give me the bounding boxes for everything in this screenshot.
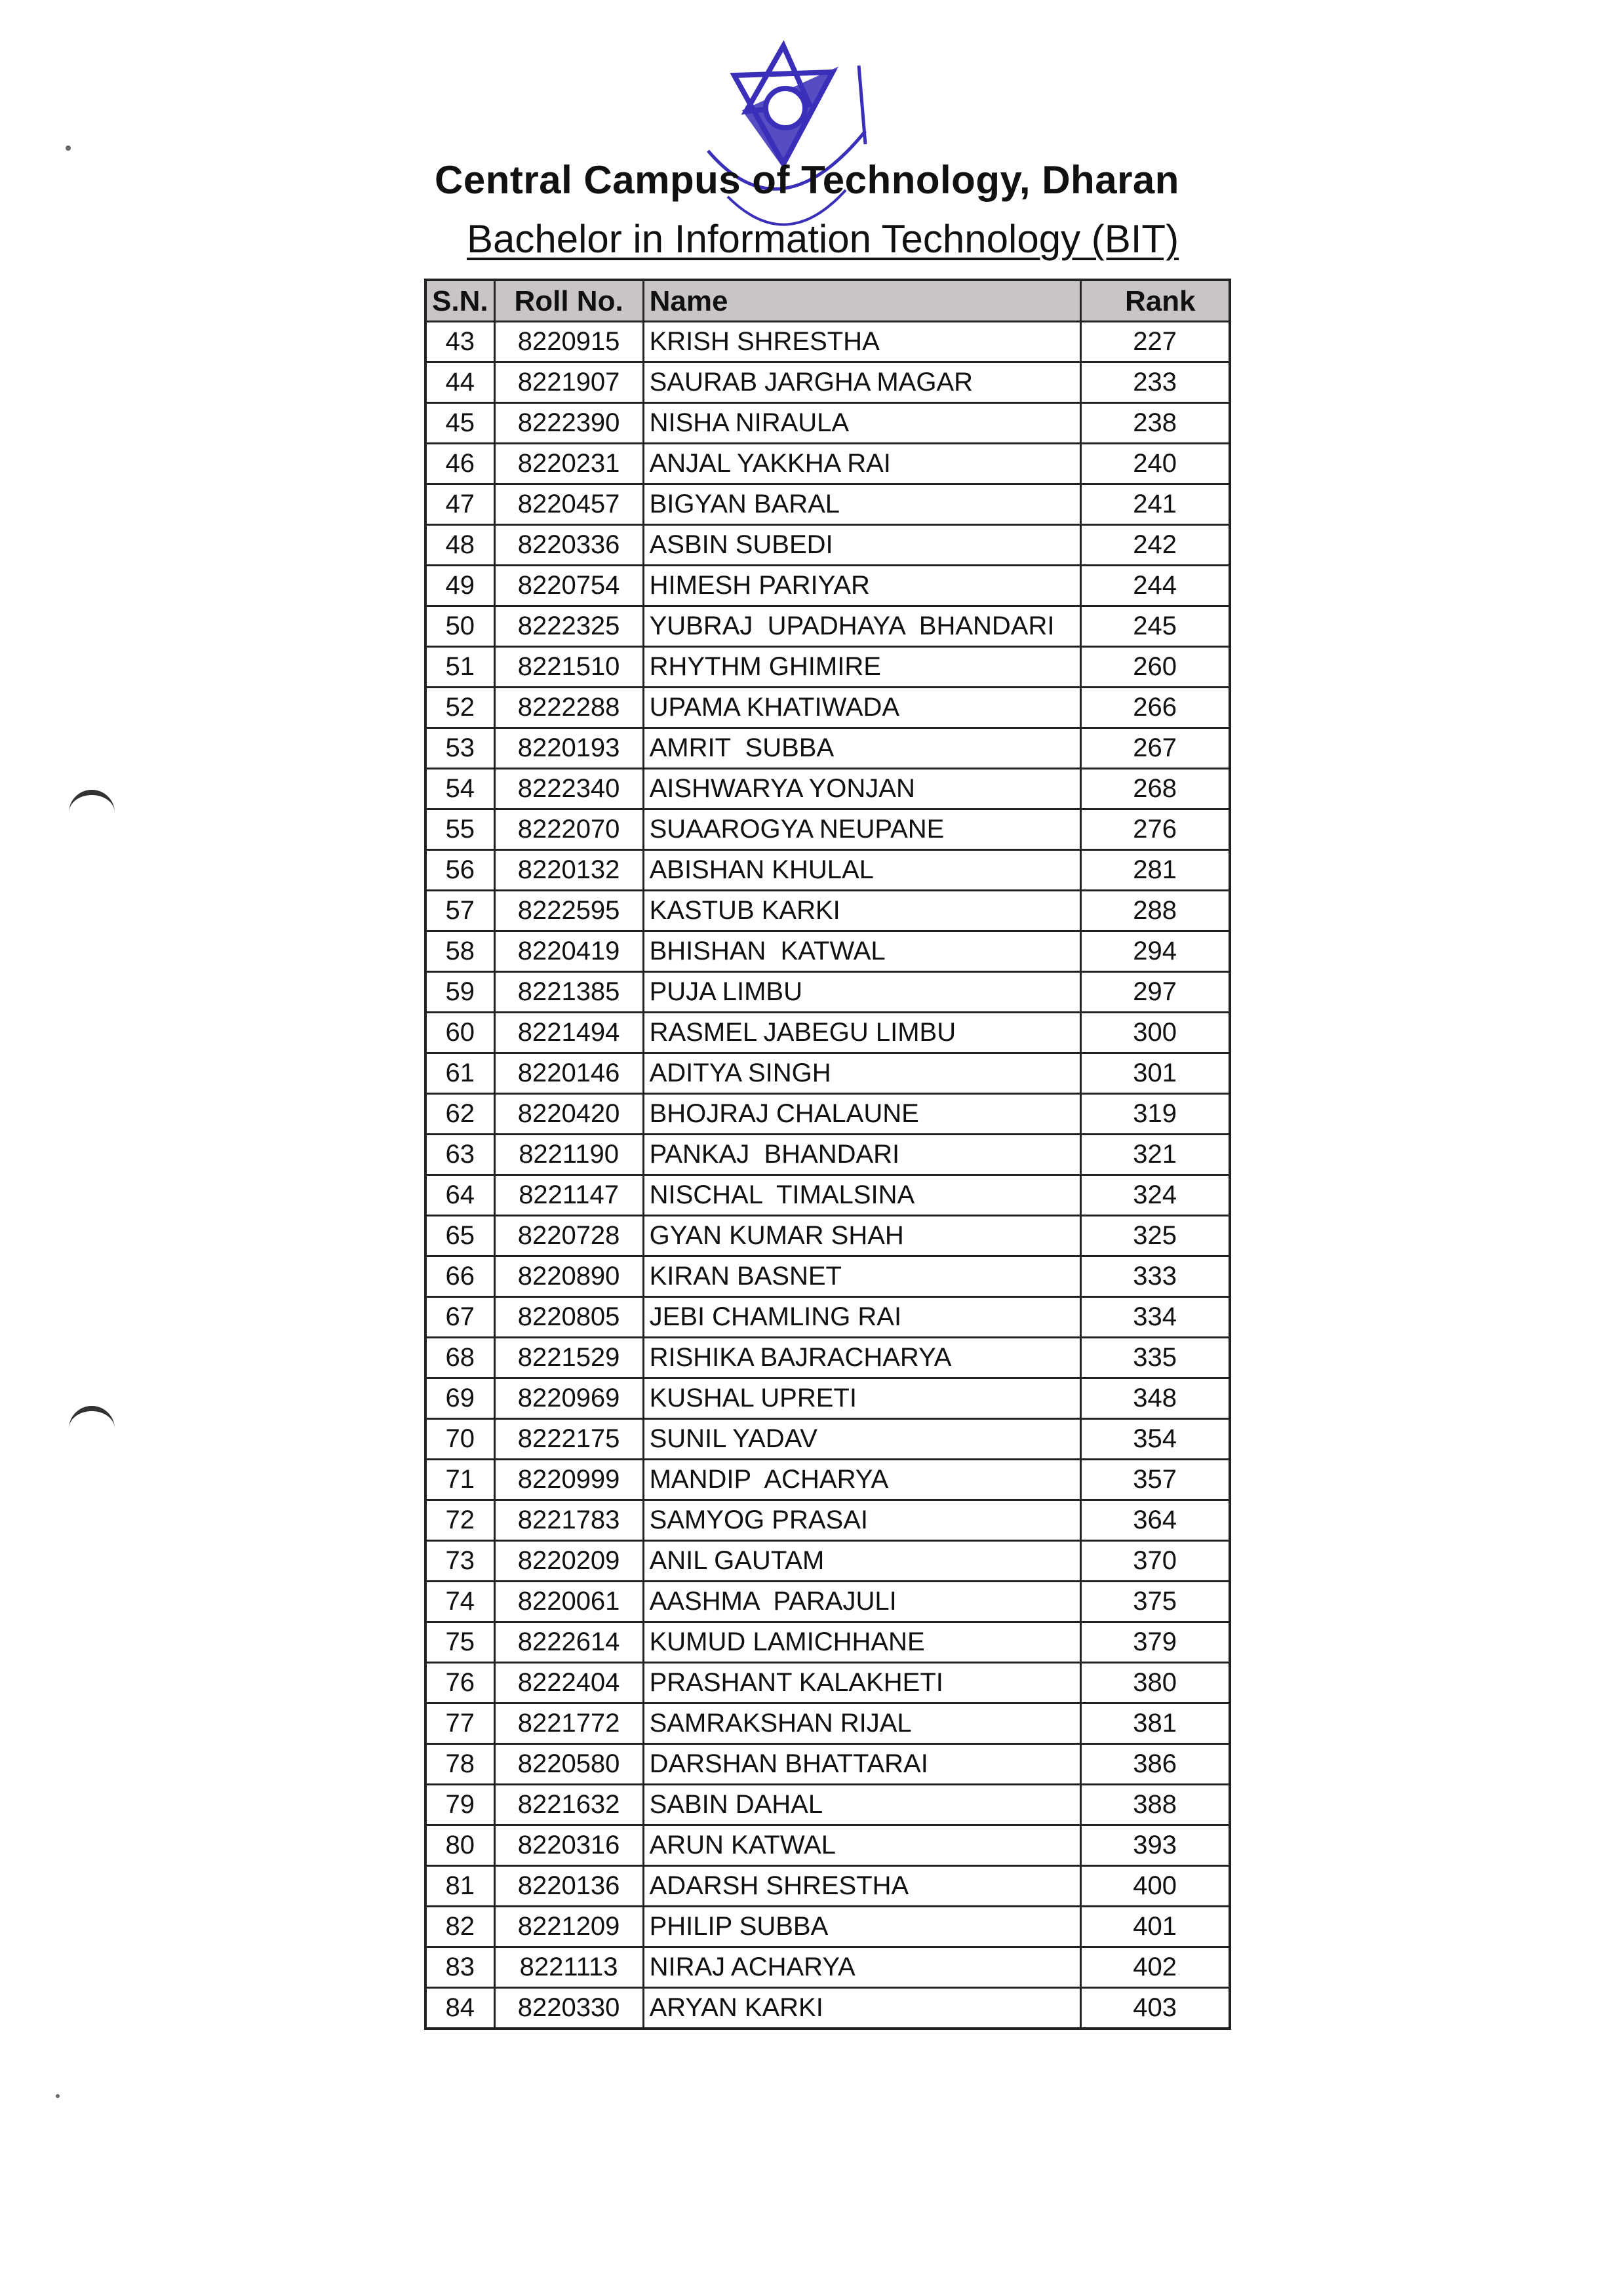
cell-roll-no: 8220061 xyxy=(494,1582,643,1622)
table-row xyxy=(425,1216,1230,1256)
cell-roll-no: 8220420 xyxy=(494,1094,643,1135)
cell-rank: 402 xyxy=(1080,1947,1230,1988)
column-header-roll-no: Roll No. xyxy=(494,280,643,322)
cell-name: UPAMA KHATIWADA xyxy=(643,688,1080,728)
cell-sn: 79 xyxy=(425,1785,494,1825)
table-row xyxy=(425,1297,1230,1338)
cell-roll-no: 8220231 xyxy=(494,444,643,484)
cell-sn: 68 xyxy=(425,1338,494,1378)
table-row xyxy=(425,1419,1230,1460)
cell-roll-no: 8220316 xyxy=(494,1825,643,1866)
cell-roll-no: 8220580 xyxy=(494,1744,643,1785)
cell-sn: 71 xyxy=(425,1460,494,1500)
table-row xyxy=(425,1663,1230,1703)
table-row xyxy=(425,1378,1230,1419)
cell-roll-no: 8220728 xyxy=(494,1216,643,1256)
cell-sn: 75 xyxy=(425,1622,494,1663)
cell-name: ADARSH SHRESTHA xyxy=(643,1866,1080,1907)
cell-sn: 64 xyxy=(425,1175,494,1216)
table-row xyxy=(425,1988,1230,2029)
cell-sn: 76 xyxy=(425,1663,494,1703)
scan-speck xyxy=(56,2094,60,2098)
table-header-row xyxy=(425,280,1230,322)
rank-table xyxy=(424,279,1231,2030)
cell-sn: 69 xyxy=(425,1378,494,1419)
cell-rank: 324 xyxy=(1080,1175,1230,1216)
cell-sn: 58 xyxy=(425,931,494,972)
institution-title: Central Campus of Technology, Dharan xyxy=(435,158,1179,202)
cell-roll-no: 8220136 xyxy=(494,1866,643,1907)
table-row xyxy=(425,444,1230,484)
table-row xyxy=(425,647,1230,688)
cell-sn: 60 xyxy=(425,1013,494,1053)
cell-sn: 59 xyxy=(425,972,494,1013)
cell-sn: 51 xyxy=(425,647,494,688)
table-row xyxy=(425,606,1230,647)
cell-name: NIRAJ ACHARYA xyxy=(643,1947,1080,1988)
cell-name: SAURAB JARGHA MAGAR xyxy=(643,362,1080,403)
table-row xyxy=(425,1541,1230,1582)
cell-name: AASHMA PARAJULI xyxy=(643,1582,1080,1622)
scan-speck xyxy=(66,146,71,151)
cell-roll-no: 8220754 xyxy=(494,566,643,606)
cell-roll-no: 8221529 xyxy=(494,1338,643,1378)
table-row xyxy=(425,362,1230,403)
table-row xyxy=(425,1582,1230,1622)
cell-name: NISHA NIRAULA xyxy=(643,403,1080,444)
cell-name: DARSHAN BHATTARAI xyxy=(643,1744,1080,1785)
cell-roll-no: 8221494 xyxy=(494,1013,643,1053)
cell-roll-no: 8221147 xyxy=(494,1175,643,1216)
cell-rank: 268 xyxy=(1080,769,1230,809)
cell-roll-no: 8221113 xyxy=(494,1947,643,1988)
cell-name: KUMUD LAMICHHANE xyxy=(643,1622,1080,1663)
cell-name: ADITYA SINGH xyxy=(643,1053,1080,1094)
cell-name: KRISH SHRESTHA xyxy=(643,322,1080,362)
cell-roll-no: 8220457 xyxy=(494,484,643,525)
cell-sn: 80 xyxy=(425,1825,494,1866)
cell-roll-no: 8220969 xyxy=(494,1378,643,1419)
cell-sn: 53 xyxy=(425,728,494,769)
cell-rank: 400 xyxy=(1080,1866,1230,1907)
cell-rank: 241 xyxy=(1080,484,1230,525)
table-row xyxy=(425,1622,1230,1663)
cell-rank: 319 xyxy=(1080,1094,1230,1135)
cell-name: BHISHAN KATWAL xyxy=(643,931,1080,972)
table-row xyxy=(425,1460,1230,1500)
cell-roll-no: 8222614 xyxy=(494,1622,643,1663)
cell-rank: 245 xyxy=(1080,606,1230,647)
cell-sn: 67 xyxy=(425,1297,494,1338)
cell-name: RHYTHM GHIMIRE xyxy=(643,647,1080,688)
cell-name: KIRAN BASNET xyxy=(643,1256,1080,1297)
cell-sn: 65 xyxy=(425,1216,494,1256)
table-row xyxy=(425,1500,1230,1541)
cell-sn: 50 xyxy=(425,606,494,647)
cell-rank: 403 xyxy=(1080,1988,1230,2029)
cell-rank: 242 xyxy=(1080,525,1230,566)
table-row xyxy=(425,484,1230,525)
cell-sn: 78 xyxy=(425,1744,494,1785)
cell-name: PANKAJ BHANDARI xyxy=(643,1135,1080,1175)
table-row xyxy=(425,1866,1230,1907)
cell-roll-no: 8221510 xyxy=(494,647,643,688)
table-row xyxy=(425,688,1230,728)
cell-name: SUNIL YADAV xyxy=(643,1419,1080,1460)
table-row xyxy=(425,1338,1230,1378)
column-header-rank: Rank xyxy=(1080,280,1230,322)
cell-rank: 388 xyxy=(1080,1785,1230,1825)
cell-name: AMRIT SUBBA xyxy=(643,728,1080,769)
cell-sn: 84 xyxy=(425,1988,494,2029)
cell-rank: 354 xyxy=(1080,1419,1230,1460)
cell-name: KASTUB KARKI xyxy=(643,891,1080,931)
cell-rank: 334 xyxy=(1080,1297,1230,1338)
cell-rank: 240 xyxy=(1080,444,1230,484)
cell-rank: 297 xyxy=(1080,972,1230,1013)
cell-name: NISCHAL TIMALSINA xyxy=(643,1175,1080,1216)
cell-name: ARUN KATWAL xyxy=(643,1825,1080,1866)
cell-rank: 375 xyxy=(1080,1582,1230,1622)
cell-name: BIGYAN BARAL xyxy=(643,484,1080,525)
table-row xyxy=(425,769,1230,809)
cell-rank: 357 xyxy=(1080,1460,1230,1500)
cell-name: HIMESH PARIYAR xyxy=(643,566,1080,606)
cell-name: ARYAN KARKI xyxy=(643,1988,1080,2029)
cell-rank: 227 xyxy=(1080,322,1230,362)
table-row xyxy=(425,1175,1230,1216)
cell-rank: 370 xyxy=(1080,1541,1230,1582)
cell-name: JEBI CHAMLING RAI xyxy=(643,1297,1080,1338)
cell-sn: 46 xyxy=(425,444,494,484)
table-row xyxy=(425,931,1230,972)
table-row xyxy=(425,809,1230,850)
table-row xyxy=(425,972,1230,1013)
cell-roll-no: 8222325 xyxy=(494,606,643,647)
table-row xyxy=(425,850,1230,891)
table-row xyxy=(425,728,1230,769)
cell-rank: 244 xyxy=(1080,566,1230,606)
cell-sn: 73 xyxy=(425,1541,494,1582)
table-row xyxy=(425,1013,1230,1053)
cell-name: SAMYOG PRASAI xyxy=(643,1500,1080,1541)
cell-sn: 43 xyxy=(425,322,494,362)
cell-roll-no: 8221190 xyxy=(494,1135,643,1175)
punch-hole xyxy=(69,1406,115,1435)
cell-roll-no: 8221772 xyxy=(494,1703,643,1744)
table-row xyxy=(425,1135,1230,1175)
cell-rank: 380 xyxy=(1080,1663,1230,1703)
cell-rank: 393 xyxy=(1080,1825,1230,1866)
cell-sn: 74 xyxy=(425,1582,494,1622)
table-row xyxy=(425,1785,1230,1825)
cell-sn: 47 xyxy=(425,484,494,525)
cell-sn: 52 xyxy=(425,688,494,728)
cell-sn: 56 xyxy=(425,850,494,891)
cell-name: KUSHAL UPRETI xyxy=(643,1378,1080,1419)
cell-name: AISHWARYA YONJAN xyxy=(643,769,1080,809)
cell-roll-no: 8221783 xyxy=(494,1500,643,1541)
cell-sn: 83 xyxy=(425,1947,494,1988)
table-row xyxy=(425,1947,1230,1988)
cell-roll-no: 8222404 xyxy=(494,1663,643,1703)
table-row xyxy=(425,1094,1230,1135)
cell-rank: 335 xyxy=(1080,1338,1230,1378)
cell-roll-no: 8222070 xyxy=(494,809,643,850)
cell-sn: 54 xyxy=(425,769,494,809)
cell-name: PRASHANT KALAKHETI xyxy=(643,1663,1080,1703)
cell-name: ASBIN SUBEDI xyxy=(643,525,1080,566)
cell-sn: 70 xyxy=(425,1419,494,1460)
cell-sn: 62 xyxy=(425,1094,494,1135)
cell-rank: 364 xyxy=(1080,1500,1230,1541)
cell-sn: 77 xyxy=(425,1703,494,1744)
table-row xyxy=(425,525,1230,566)
cell-roll-no: 8220146 xyxy=(494,1053,643,1094)
cell-name: RISHIKA BAJRACHARYA xyxy=(643,1338,1080,1378)
column-header-sn: S.N. xyxy=(425,280,494,322)
cell-sn: 49 xyxy=(425,566,494,606)
cell-roll-no: 8221385 xyxy=(494,972,643,1013)
cell-sn: 82 xyxy=(425,1907,494,1947)
cell-roll-no: 8220915 xyxy=(494,322,643,362)
cell-roll-no: 8220890 xyxy=(494,1256,643,1297)
cell-roll-no: 8222390 xyxy=(494,403,643,444)
cell-roll-no: 8222288 xyxy=(494,688,643,728)
cell-rank: 288 xyxy=(1080,891,1230,931)
cell-rank: 233 xyxy=(1080,362,1230,403)
cell-roll-no: 8221209 xyxy=(494,1907,643,1947)
cell-name: ANIL GAUTAM xyxy=(643,1541,1080,1582)
cell-sn: 57 xyxy=(425,891,494,931)
cell-roll-no: 8220336 xyxy=(494,525,643,566)
cell-name: PHILIP SUBBA xyxy=(643,1907,1080,1947)
cell-roll-no: 8220193 xyxy=(494,728,643,769)
cell-roll-no: 8220419 xyxy=(494,931,643,972)
cell-roll-no: 8221632 xyxy=(494,1785,643,1825)
cell-name: SUAAROGYA NEUPANE xyxy=(643,809,1080,850)
cell-roll-no: 8220209 xyxy=(494,1541,643,1582)
cell-rank: 294 xyxy=(1080,931,1230,972)
table-row xyxy=(425,566,1230,606)
cell-roll-no: 8221907 xyxy=(494,362,643,403)
cell-rank: 267 xyxy=(1080,728,1230,769)
cell-name: PUJA LIMBU xyxy=(643,972,1080,1013)
cell-rank: 266 xyxy=(1080,688,1230,728)
cell-sn: 66 xyxy=(425,1256,494,1297)
table-row xyxy=(425,1825,1230,1866)
cell-roll-no: 8220999 xyxy=(494,1460,643,1500)
table-row xyxy=(425,1744,1230,1785)
cell-sn: 55 xyxy=(425,809,494,850)
cell-roll-no: 8220132 xyxy=(494,850,643,891)
cell-rank: 281 xyxy=(1080,850,1230,891)
cell-rank: 276 xyxy=(1080,809,1230,850)
table-row xyxy=(425,1256,1230,1297)
cell-name: YUBRAJ UPADHAYA BHANDARI xyxy=(643,606,1080,647)
cell-sn: 81 xyxy=(425,1866,494,1907)
cell-name: GYAN KUMAR SHAH xyxy=(643,1216,1080,1256)
cell-roll-no: 8220805 xyxy=(494,1297,643,1338)
cell-name: ABISHAN KHULAL xyxy=(643,850,1080,891)
cell-sn: 44 xyxy=(425,362,494,403)
cell-sn: 48 xyxy=(425,525,494,566)
cell-rank: 301 xyxy=(1080,1053,1230,1094)
table-row xyxy=(425,1703,1230,1744)
table-row xyxy=(425,322,1230,362)
cell-name: BHOJRAJ CHALAUNE xyxy=(643,1094,1080,1135)
cell-roll-no: 8222175 xyxy=(494,1419,643,1460)
cell-name: MANDIP ACHARYA xyxy=(643,1460,1080,1500)
cell-sn: 72 xyxy=(425,1500,494,1541)
cell-sn: 63 xyxy=(425,1135,494,1175)
table-row xyxy=(425,891,1230,931)
cell-rank: 238 xyxy=(1080,403,1230,444)
cell-name: RASMEL JABEGU LIMBU xyxy=(643,1013,1080,1053)
cell-name: SAMRAKSHAN RIJAL xyxy=(643,1703,1080,1744)
cell-rank: 260 xyxy=(1080,647,1230,688)
table-row xyxy=(425,1907,1230,1947)
cell-rank: 379 xyxy=(1080,1622,1230,1663)
table-row xyxy=(425,403,1230,444)
cell-roll-no: 8222340 xyxy=(494,769,643,809)
punch-hole xyxy=(69,790,115,819)
cell-rank: 401 xyxy=(1080,1907,1230,1947)
cell-sn: 61 xyxy=(425,1053,494,1094)
program-subtitle: Bachelor in Information Technology (BIT) xyxy=(466,217,1179,261)
cell-rank: 321 xyxy=(1080,1135,1230,1175)
cell-rank: 300 xyxy=(1080,1013,1230,1053)
cell-name: SABIN DAHAL xyxy=(643,1785,1080,1825)
cell-rank: 333 xyxy=(1080,1256,1230,1297)
table-row xyxy=(425,1053,1230,1094)
cell-roll-no: 8220330 xyxy=(494,1988,643,2029)
cell-roll-no: 8222595 xyxy=(494,891,643,931)
cell-rank: 386 xyxy=(1080,1744,1230,1785)
cell-rank: 325 xyxy=(1080,1216,1230,1256)
cell-name: ANJAL YAKKHA RAI xyxy=(643,444,1080,484)
cell-sn: 45 xyxy=(425,403,494,444)
column-header-name: Name xyxy=(643,280,1080,322)
cell-rank: 348 xyxy=(1080,1378,1230,1419)
cell-rank: 381 xyxy=(1080,1703,1230,1744)
